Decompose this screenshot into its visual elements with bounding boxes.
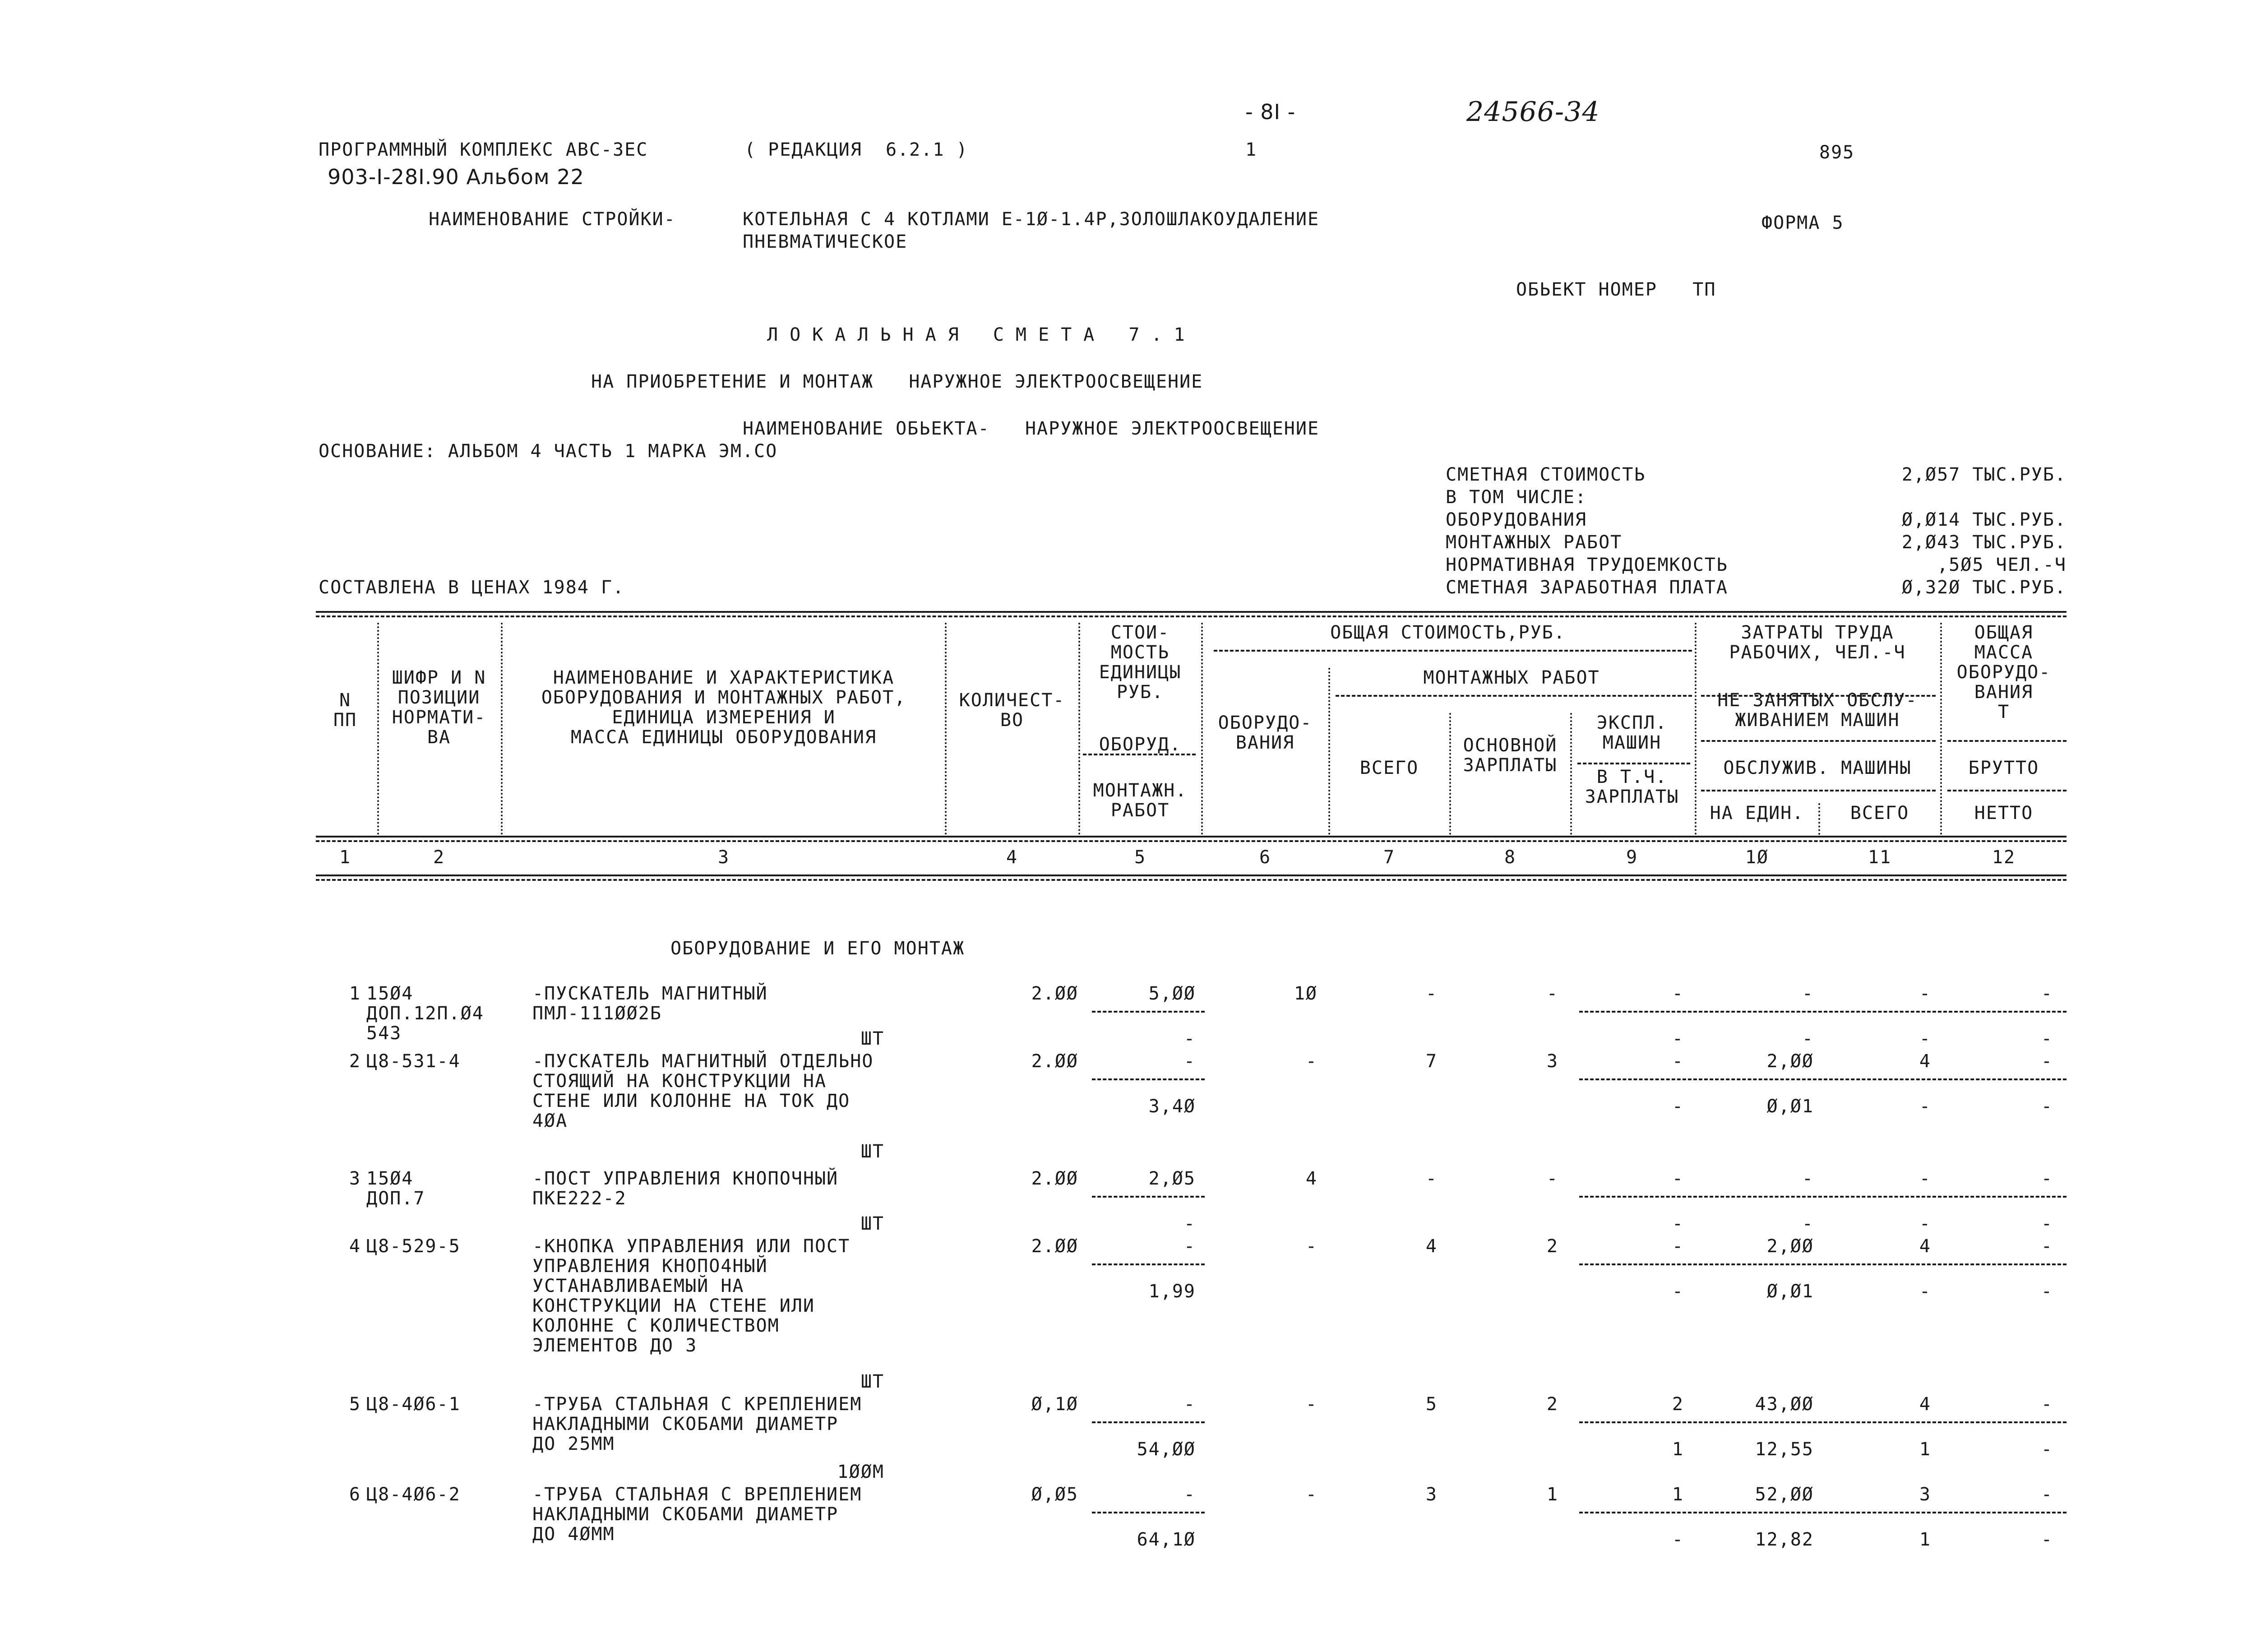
row-name: -КНОПКА УПРАВЛЕНИЯ ИЛИ ПОСТ УПРАВЛЕНИЯ КНОПО4НЫЙ УСТАНАВЛИВАЕМЫЙ НА КОНСТРУКЦИИ НА СТЕНЕ ИЛИ КОЛОННЕ С КОЛИЧЕСТВОМ ЭЛЕМЕНТОВ ДО 3 [532, 1236, 851, 1356]
machine-cost: - [1672, 1236, 1684, 1257]
total-montage: 4 [1425, 1236, 1438, 1257]
cell-rule [1579, 1421, 2066, 1423]
column-number: 1Ø [1745, 847, 1769, 868]
labor-total: 4 [1919, 1051, 1931, 1072]
labor-per-unit: 2,ØØ [1766, 1236, 1814, 1257]
labor-per-unit: - [1802, 983, 1814, 1004]
labor-total: - [1919, 1168, 1931, 1189]
column-number: 5 [1134, 847, 1146, 868]
row-number: 5 [349, 1394, 361, 1415]
header-rule [1336, 695, 1692, 697]
header-rule [1947, 790, 2066, 791]
machine-cost: - [1672, 983, 1684, 1004]
row-quantity: Ø,1Ø [1031, 1394, 1078, 1415]
mass-net: - [2041, 1028, 2053, 1049]
column-number: 9 [1626, 847, 1638, 868]
machine-salary: - [1672, 1529, 1684, 1550]
mass-gross: - [2041, 1168, 2053, 1189]
row-number: 1 [349, 983, 361, 1004]
machine-labor-per-unit: - [1802, 1213, 1814, 1234]
header-col5: СТОИ- МОСТЬ ЕДИНИЦЫ РУБ. [1099, 622, 1182, 703]
header-col5-montage: МОНТАЖН. РАБОТ [1093, 780, 1188, 821]
header-col12-net: НЕТТО [1974, 803, 2034, 824]
unit-cost-equipment: - [1183, 1484, 1196, 1505]
object-name: НАИМЕНОВАНИЕ ОБЬЕКТА- НАРУЖНОЕ ЭЛЕКТРООСВЕЩЕНИЕ [743, 418, 1320, 439]
row-code: Ц8-531-4 [366, 1051, 461, 1072]
total-montage: - [1425, 983, 1438, 1004]
machine-labor-total: 1 [1919, 1529, 1931, 1550]
unit-cost-equipment: 2,Ø5 [1148, 1168, 1196, 1189]
revision: ( РЕДАКЦИЯ 6.2.1 ) [744, 139, 968, 160]
mass-gross: - [2041, 983, 2053, 1004]
unit-cost-montage: 54,ØØ [1137, 1439, 1196, 1460]
object-number: ОБЬЕКТ НОМЕР ТП [1516, 279, 1716, 300]
unit-cost-montage: 64,1Ø [1137, 1529, 1196, 1550]
header-bottom-rule [316, 840, 2066, 842]
total-montage: - [1425, 1168, 1438, 1189]
header-col2: ШИФР И N ПОЗИЦИИ НОРМАТИ- ВА [392, 667, 486, 748]
unit-cost-equipment: - [1183, 1051, 1196, 1072]
unit-cost-montage: - [1183, 1028, 1196, 1049]
unit-cost-equipment: - [1183, 1394, 1196, 1415]
summary-value: Ø,Ø14 ТЫС.РУБ. [1901, 509, 2066, 530]
row-number: 4 [349, 1236, 361, 1257]
column-number: 7 [1383, 847, 1396, 868]
header-col7: ВСЕГО [1359, 758, 1419, 778]
machine-labor-total: - [1919, 1028, 1931, 1049]
row-name: -ТРУБА СТАЛЬНАЯ С ВРЕПЛЕНИЕМ НАКЛАДНЫМИ СКОБАМИ ДИАМЕТР ДО 4ØММ [532, 1484, 862, 1545]
mass-net: - [2041, 1439, 2053, 1460]
column-number: 12 [1992, 847, 2016, 868]
row-code: 15Ø4 ДОП.7 [366, 1168, 425, 1209]
base-salary: 1 [1546, 1484, 1558, 1505]
machine-cost: - [1672, 1168, 1684, 1189]
column-number: 4 [1006, 847, 1018, 868]
unit-cost-montage: 1,99 [1148, 1281, 1196, 1302]
header-col11: ВСЕГО [1850, 803, 1909, 824]
column-number: 1 [339, 847, 351, 868]
total-equipment: - [1305, 1484, 1318, 1505]
machine-labor-per-unit: 12,55 [1755, 1439, 1814, 1460]
table-top-rule [316, 615, 2066, 617]
labor-total: 4 [1919, 1394, 1931, 1415]
header-labor-machines: ОБСЛУЖИВ. МАШИНЫ [1723, 758, 1912, 778]
machine-salary: - [1672, 1028, 1684, 1049]
header-rule [1701, 790, 1936, 791]
row-code: Ц8-4Ø6-2 [366, 1484, 461, 1505]
labor-per-unit: 43,ØØ [1755, 1394, 1814, 1415]
estimate-purpose: НА ПРИОБРЕТЕНИЕ И МОНТАЖ НАРУЖНОЕ ЭЛЕКТРООСВЕЩЕНИЕ [591, 371, 1203, 392]
cell-rule [1092, 1512, 1205, 1513]
header-col1: N ПП [333, 690, 357, 731]
document-number: 24566-34 [1466, 96, 1600, 128]
summary-value: 2,Ø43 ТЫС.РУБ. [1901, 532, 2066, 553]
row-name: -ПОСТ УПРАВЛЕНИЯ КНОПОЧНЫЙ ПКЕ222-2 [532, 1168, 839, 1209]
album-reference: 903-I-28I.90 Альбом 22 [328, 165, 584, 189]
column-number: 11 [1868, 847, 1892, 868]
machine-labor-per-unit: Ø,Ø1 [1766, 1281, 1814, 1302]
row-name: -ТРУБА СТАЛЬНАЯ С КРЕПЛЕНИЕМ НАКЛАДНЫМИ СКОБАМИ ДИАМЕТР ДО 25ММ [532, 1394, 862, 1454]
site-label: НАИМЕНОВАНИЕ СТРОЙКИ- [429, 209, 676, 230]
total-montage: 7 [1425, 1051, 1438, 1072]
row-unit: ШТ [860, 1028, 884, 1049]
mass-net: - [2041, 1281, 2053, 1302]
cell-rule [1092, 1011, 1205, 1013]
summary-label: СМЕТНАЯ СТОИМОСТЬ [1446, 464, 1646, 485]
header-col12: ОБЩАЯ МАССА ОБОРУДО- ВАНИЯ Т [1956, 622, 2051, 722]
row-code: Ц8-529-5 [366, 1236, 461, 1257]
mass-net: - [2041, 1096, 2053, 1117]
summary-value: ,5Ø5 ЧЕЛ.-Ч [1937, 555, 2066, 575]
machine-cost: 2 [1672, 1394, 1684, 1415]
header-rule [1214, 650, 1692, 652]
unit-cost-equipment: - [1183, 1236, 1196, 1257]
row-quantity: 2.ØØ [1031, 1236, 1078, 1257]
labor-per-unit: 2,ØØ [1766, 1051, 1814, 1072]
header-montage: МОНТАЖНЫХ РАБОТ [1423, 667, 1600, 688]
price-basis: СОСТАВЛЕНА В ЦЕНАХ 1984 Г. [319, 577, 625, 598]
machine-cost: 1 [1672, 1484, 1684, 1505]
mass-gross: - [2041, 1484, 2053, 1505]
numbers-bottom-rule [316, 879, 2066, 881]
cell-rule [1579, 1011, 2066, 1013]
summary-label: В ТОМ ЧИСЛЕ: [1446, 487, 1587, 508]
machine-labor-total: 1 [1919, 1439, 1931, 1460]
header-rule [1947, 740, 2066, 742]
row-code: Ц8-4Ø6-1 [366, 1394, 461, 1415]
labor-total: 4 [1919, 1236, 1931, 1257]
summary-value: 2,Ø57 ТЫС.РУБ. [1901, 464, 2066, 485]
header-col9-machines: ЭКСПЛ. МАШИН [1596, 713, 1668, 753]
unit-cost-montage: 3,4Ø [1148, 1096, 1196, 1117]
header-labor: ЗАТРАТЫ ТРУДА РАБОЧИХ, ЧЕЛ.-Ч [1729, 622, 1906, 663]
header-labor-no-machines: НЕ ЗАНЯТЫХ ОБСЛУ- ЖИВАНИЕМ МАШИН [1717, 690, 1918, 731]
sheet-number: 1 [1245, 139, 1257, 160]
header-col4: КОЛИЧЕСТ- ВО [959, 690, 1065, 731]
row-unit: ШТ [860, 1371, 884, 1392]
column-divider [501, 623, 503, 835]
machine-labor-total: - [1919, 1213, 1931, 1234]
numbers-bottom-rule [316, 875, 2066, 876]
summary-label: НОРМАТИВНАЯ ТРУДОЕМКОСТЬ [1446, 555, 1728, 575]
base-salary: 3 [1546, 1051, 1558, 1072]
basis: ОСНОВАНИЕ: АЛЬБОМ 4 ЧАСТЬ 1 МАРКА ЭМ.СО [319, 441, 778, 462]
row-unit: ШТ [860, 1141, 884, 1162]
machine-cost: - [1672, 1051, 1684, 1072]
machine-salary: 1 [1672, 1439, 1684, 1460]
software-name: ПРОГРАММНЫЙ КОМПЛЕКС АВС-3ЕС [319, 139, 648, 160]
row-number: 3 [349, 1168, 361, 1189]
cell-rule [1579, 1512, 2066, 1513]
base-salary: - [1546, 983, 1558, 1004]
row-name: -ПУСКАТЕЛЬ МАГНИТНЫЙ ОТДЕЛЬНО СТОЯЩИЙ НА КОНСТРУКЦИИ НА СТЕНЕ ИЛИ КОЛОННЕ НА ТОК ДО 4ØА [532, 1051, 874, 1131]
row-name: -ПУСКАТЕЛЬ МАГНИТНЫЙ ПМЛ-111ØØ2Б [532, 983, 768, 1024]
column-number: 6 [1259, 847, 1271, 868]
mass-net: - [2041, 1213, 2053, 1234]
machine-salary: - [1672, 1213, 1684, 1234]
machine-labor-per-unit: - [1802, 1028, 1814, 1049]
base-salary: 2 [1546, 1394, 1558, 1415]
row-unit: ШТ [860, 1213, 884, 1234]
row-quantity: 2.ØØ [1031, 1051, 1078, 1072]
row-unit: 1ØØМ [837, 1462, 884, 1482]
base-salary: - [1546, 1168, 1558, 1189]
column-number: 3 [717, 847, 730, 868]
form-label: ФОРМА 5 [1761, 213, 1844, 233]
header-col3: НАИМЕНОВАНИЕ И ХАРАКТЕРИСТИКА ОБОРУДОВАНИЯ И МОНТАЖНЫХ РАБОТ, ЕДИНИЦА ИЗМЕРЕНИЯ И МАССА ЕДИНИЦЫ ОБОРУДОВАНИЯ [541, 667, 906, 748]
total-equipment: 1Ø [1294, 983, 1318, 1004]
row-quantity: 2.ØØ [1031, 983, 1078, 1004]
summary-label: МОНТАЖНЫХ РАБОТ [1446, 532, 1623, 553]
base-salary: 2 [1546, 1236, 1558, 1257]
unit-cost-equipment: 5,ØØ [1148, 983, 1196, 1004]
header-col6: ОБОРУДО- ВАНИЯ [1218, 713, 1313, 753]
cell-rule [1092, 1263, 1205, 1265]
header-rule [1701, 740, 1936, 742]
cell-rule [1579, 1263, 2066, 1265]
header-bottom-rule [316, 836, 2066, 838]
site-name-line2: ПНЕВМАТИЧЕСКОЕ [743, 231, 908, 252]
machine-labor-per-unit: 12,82 [1755, 1529, 1814, 1550]
machine-salary: - [1672, 1281, 1684, 1302]
section-title: ОБОРУДОВАНИЕ И ЕГО МОНТАЖ [670, 938, 965, 959]
total-montage: 5 [1425, 1394, 1438, 1415]
header-col10: НА ЕДИН. [1710, 803, 1804, 824]
machine-labor-total: - [1919, 1281, 1931, 1302]
column-divider [1328, 668, 1330, 835]
cell-rule [1579, 1078, 2066, 1080]
row-quantity: Ø,Ø5 [1031, 1484, 1078, 1505]
labor-total: - [1919, 983, 1931, 1004]
row-code: 15Ø4 ДОП.12П.Ø4 543 [366, 983, 484, 1044]
site-name-line1: КОТЕЛЬНАЯ С 4 КОТЛАМИ Е-1Ø-1.4Р,ЗОЛОШЛАКОУДАЛЕНИЕ [743, 209, 1320, 230]
total-equipment: 4 [1305, 1168, 1318, 1189]
cell-rule [1092, 1078, 1205, 1080]
row-number: 6 [349, 1484, 361, 1505]
mass-gross: - [2041, 1051, 2053, 1072]
mass-net: - [2041, 1529, 2053, 1550]
total-montage: 3 [1425, 1484, 1438, 1505]
column-number: 2 [433, 847, 445, 868]
header-rule [1577, 763, 1690, 764]
form-code: 895 [1819, 142, 1855, 163]
summary-label: СМЕТНАЯ ЗАРАБОТНАЯ ПЛАТА [1446, 577, 1728, 598]
document-title: ЛОКАЛЬНАЯ СМЕТА 7.1 [767, 324, 1197, 345]
header-col5-equipment: ОБОРУД. [1099, 734, 1182, 755]
header-col9-salary: В Т.Ч. ЗАРПЛАТЫ [1585, 767, 1679, 807]
labor-per-unit: 52,ØØ [1755, 1484, 1814, 1505]
unit-cost-montage: - [1183, 1213, 1196, 1234]
mass-gross: - [2041, 1394, 2053, 1415]
row-quantity: 2.ØØ [1031, 1168, 1078, 1189]
cell-rule [1092, 1421, 1205, 1423]
header-total-cost: ОБЩАЯ СТОИМОСТЬ,РУБ. [1330, 622, 1566, 643]
total-equipment: - [1305, 1394, 1318, 1415]
column-number: 8 [1504, 847, 1516, 868]
total-equipment: - [1305, 1236, 1318, 1257]
machine-salary: - [1672, 1096, 1684, 1117]
page-number: - 8I - [1245, 100, 1296, 124]
total-equipment: - [1305, 1051, 1318, 1072]
labor-per-unit: - [1802, 1168, 1814, 1189]
cell-rule [1092, 1196, 1205, 1198]
mass-gross: - [2041, 1236, 2053, 1257]
machine-labor-total: - [1919, 1096, 1931, 1117]
table-top-rule [316, 611, 2066, 613]
header-col12-gross: БРУТТО [1968, 758, 2039, 778]
row-number: 2 [349, 1051, 361, 1072]
labor-total: 3 [1919, 1484, 1931, 1505]
summary-value: Ø,32Ø ТЫС.РУБ. [1901, 577, 2066, 598]
cell-rule [1579, 1196, 2066, 1198]
summary-label: ОБОРУДОВАНИЯ [1446, 509, 1587, 530]
machine-labor-per-unit: Ø,Ø1 [1766, 1096, 1814, 1117]
header-col8: ОСНОВНОЙ ЗАРПЛАТЫ [1463, 735, 1558, 776]
